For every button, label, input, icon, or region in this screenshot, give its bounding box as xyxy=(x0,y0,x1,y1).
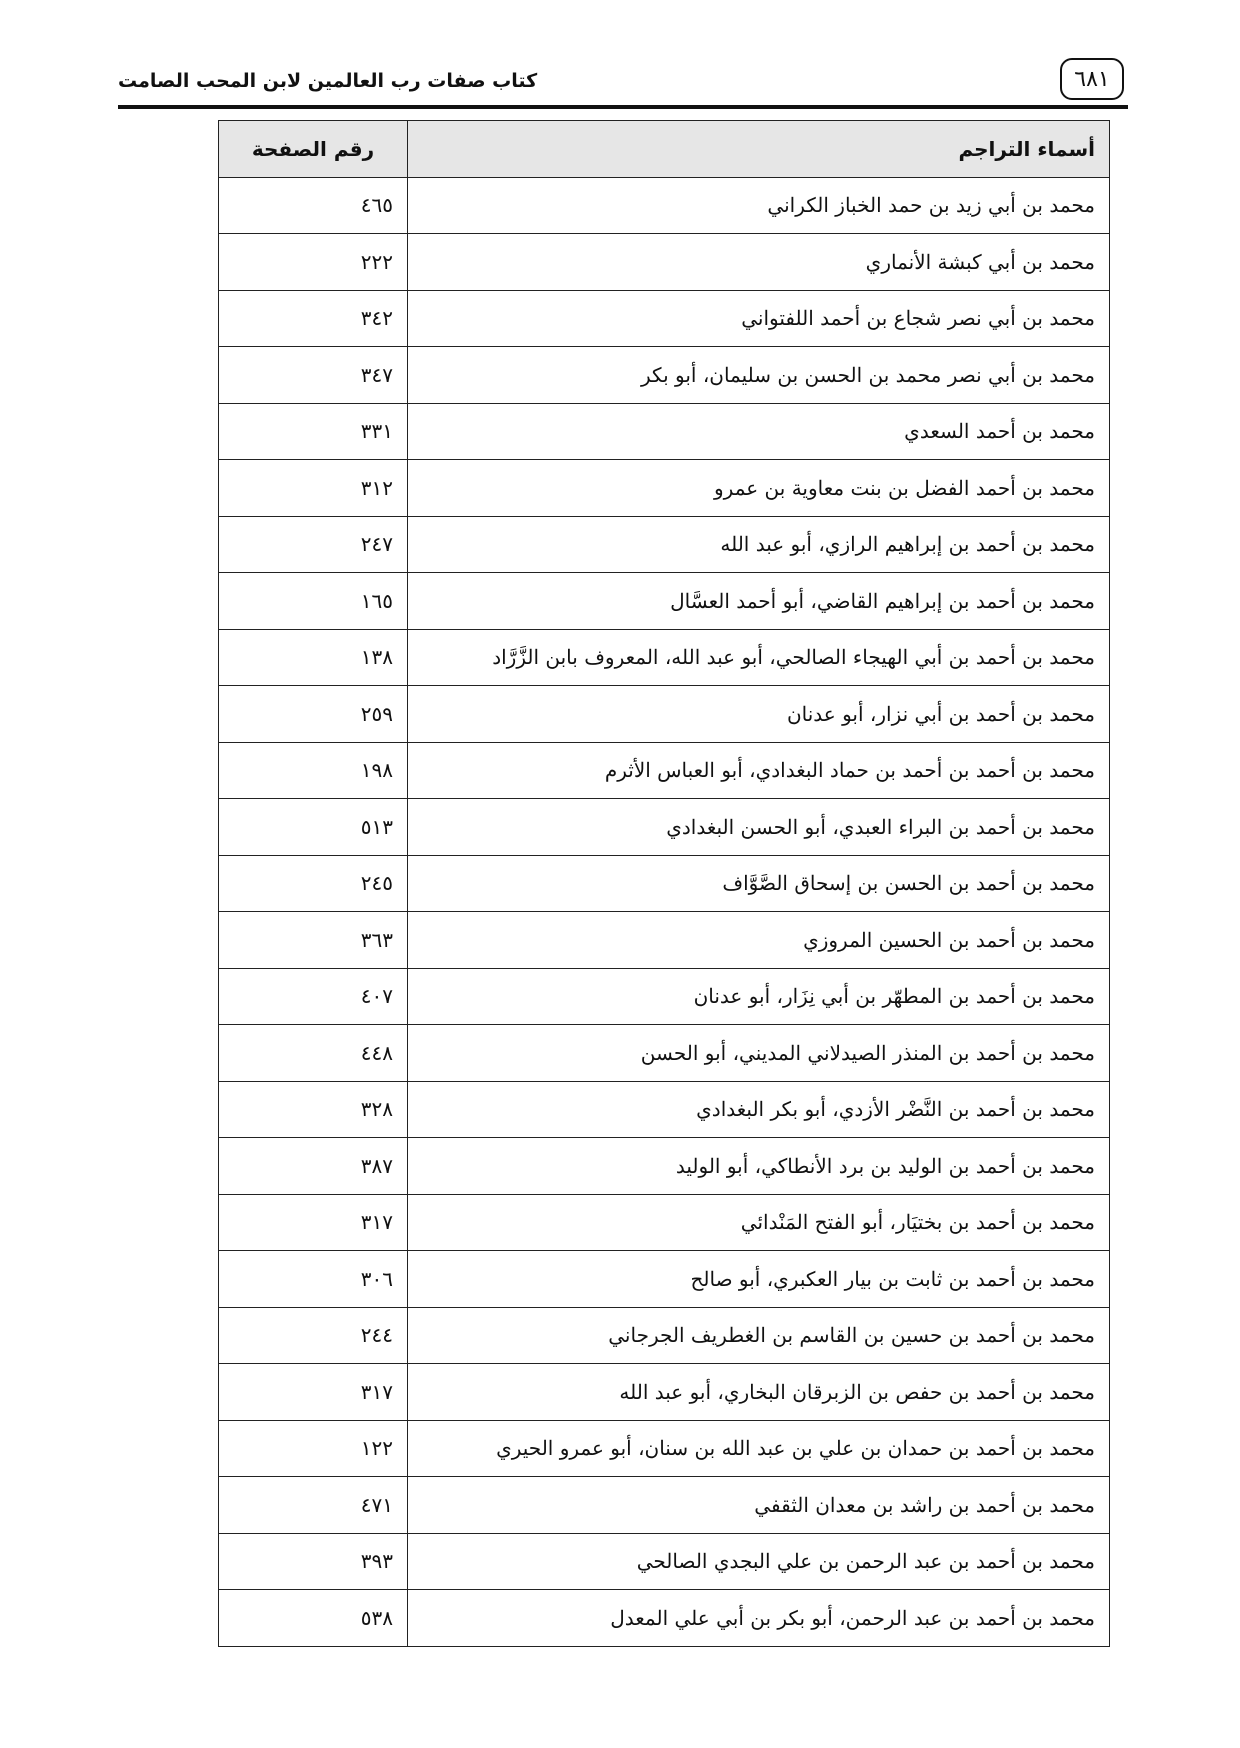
table-row xyxy=(219,1081,1110,1138)
table-row xyxy=(219,799,1110,856)
biography-name: محمد بن أحمد بن راشد بن معدان الثقفي xyxy=(408,1477,1110,1534)
biography-name: محمد بن أبي كبشة الأنماري xyxy=(408,234,1110,291)
biographies-index-table xyxy=(218,120,1110,1647)
page-reference: ٢٤٧ xyxy=(219,516,408,573)
page-reference: ٣٠٦ xyxy=(219,1251,408,1308)
table-row xyxy=(219,290,1110,347)
table-row xyxy=(219,1477,1110,1534)
page-reference: ٣٦٣ xyxy=(219,912,408,969)
biography-name: محمد بن أحمد بن إبراهيم الرازي، أبو عبد الله xyxy=(408,516,1110,573)
biography-name: محمد بن أبي زيد بن حمد الخباز الكراني xyxy=(408,177,1110,234)
biography-name: محمد بن أحمد بن الحسين المروزي xyxy=(408,912,1110,969)
table-row xyxy=(219,403,1110,460)
header-divider xyxy=(118,105,1128,109)
page-header xyxy=(118,58,1128,114)
biography-name: محمد بن أحمد بن المطهّر بن أبي نِزَار، أبو عدنان xyxy=(408,968,1110,1025)
page-reference: ٣٢٨ xyxy=(219,1081,408,1138)
page-reference: ٤٠٧ xyxy=(219,968,408,1025)
book-title: كتاب صفات رب العالمين لابن المحب الصامت xyxy=(118,70,538,92)
table-row xyxy=(219,347,1110,404)
biography-name: محمد بن أحمد بن حسين بن القاسم بن الغطريف الجرجاني xyxy=(408,1307,1110,1364)
biography-name: محمد بن أحمد بن أبي الهيجاء الصالحي، أبو عبد الله، المعروف بابن الزَّرَّاد xyxy=(408,629,1110,686)
biography-name: محمد بن أحمد بن أحمد بن حماد البغدادي، أبو العباس الأثرم xyxy=(408,742,1110,799)
page-reference: ٢٢٢ xyxy=(219,234,408,291)
biography-name: محمد بن أحمد بن عبد الرحمن، أبو بكر بن أبي علي المعدل xyxy=(408,1590,1110,1647)
biography-name: محمد بن أحمد بن أبي نزار، أبو عدنان xyxy=(408,686,1110,743)
page-reference: ٣٤٢ xyxy=(219,290,408,347)
table-row xyxy=(219,516,1110,573)
biography-name: محمد بن أحمد بن الحسن بن إسحاق الصَّوَّاف xyxy=(408,855,1110,912)
table-row xyxy=(219,1251,1110,1308)
page-number: ٦٨١ xyxy=(1060,58,1124,100)
biography-name: محمد بن أحمد بن عبد الرحمن بن علي البجدي الصالحي xyxy=(408,1533,1110,1590)
page-reference: ٥٣٨ xyxy=(219,1590,408,1647)
page-reference: ٢٤٥ xyxy=(219,855,408,912)
table-row xyxy=(219,742,1110,799)
page-reference: ٣١٧ xyxy=(219,1364,408,1421)
column-header-page-number: رقم الصفحة xyxy=(219,121,408,178)
page-reference: ٣٨٧ xyxy=(219,1138,408,1195)
biography-name: محمد بن أحمد السعدي xyxy=(408,403,1110,460)
table-row xyxy=(219,1194,1110,1251)
page-reference: ٣١٢ xyxy=(219,460,408,517)
page-reference: ٤٦٥ xyxy=(219,177,408,234)
table-row xyxy=(219,855,1110,912)
table-row xyxy=(219,1420,1110,1477)
table-row xyxy=(219,573,1110,630)
page-reference: ٣٣١ xyxy=(219,403,408,460)
biography-name: محمد بن أحمد بن إبراهيم القاضي، أبو أحمد العسَّال xyxy=(408,573,1110,630)
page-reference: ١٢٢ xyxy=(219,1420,408,1477)
page-reference: ٢٤٤ xyxy=(219,1307,408,1364)
biography-name: محمد بن أحمد بن البراء العبدي، أبو الحسن البغدادي xyxy=(408,799,1110,856)
page-reference: ٤٧١ xyxy=(219,1477,408,1534)
column-header-names: أسماء التراجم xyxy=(408,121,1110,178)
table-row xyxy=(219,177,1110,234)
table-row xyxy=(219,1307,1110,1364)
table-row xyxy=(219,1138,1110,1195)
biography-name: محمد بن أحمد بن حمدان بن علي بن عبد الله بن سنان، أبو عمرو الحيري xyxy=(408,1420,1110,1477)
biography-name: محمد بن أحمد الفضل بن بنت معاوية بن عمرو xyxy=(408,460,1110,517)
table-row xyxy=(219,912,1110,969)
page-reference: ٥١٣ xyxy=(219,799,408,856)
table-row xyxy=(219,686,1110,743)
page-reference: ٣٩٣ xyxy=(219,1533,408,1590)
biography-name: محمد بن أحمد بن بختيَار، أبو الفتح المَنْدائي xyxy=(408,1194,1110,1251)
table-header-row xyxy=(219,121,1110,178)
biography-name: محمد بن أحمد بن النَّضْر الأزدي، أبو بكر البغدادي xyxy=(408,1081,1110,1138)
table-row xyxy=(219,629,1110,686)
page-reference: ١٦٥ xyxy=(219,573,408,630)
biography-name: محمد بن أبي نصر شجاع بن أحمد اللفتواني xyxy=(408,290,1110,347)
page-reference: ١٣٨ xyxy=(219,629,408,686)
biography-name: محمد بن أحمد بن ثابت بن بيار العكبري، أبو صالح xyxy=(408,1251,1110,1308)
biography-name: محمد بن أحمد بن الوليد بن برد الأنطاكي، أبو الوليد xyxy=(408,1138,1110,1195)
biography-name: محمد بن أحمد بن حفص بن الزبرقان البخاري، أبو عبد الله xyxy=(408,1364,1110,1421)
page-reference: ٣١٧ xyxy=(219,1194,408,1251)
page-reference: ٤٤٨ xyxy=(219,1025,408,1082)
table-row xyxy=(219,460,1110,517)
page-reference: ٢٥٩ xyxy=(219,686,408,743)
table-row xyxy=(219,1590,1110,1647)
table-row xyxy=(219,234,1110,291)
biography-name: محمد بن أبي نصر محمد بن الحسن بن سليمان، أبو بكر xyxy=(408,347,1110,404)
table-row xyxy=(219,1025,1110,1082)
page-reference: ٣٤٧ xyxy=(219,347,408,404)
page-reference: ١٩٨ xyxy=(219,742,408,799)
table-row xyxy=(219,1364,1110,1421)
table-row xyxy=(219,968,1110,1025)
table-row xyxy=(219,1533,1110,1590)
biography-name: محمد بن أحمد بن المنذر الصيدلاني المديني، أبو الحسن xyxy=(408,1025,1110,1082)
